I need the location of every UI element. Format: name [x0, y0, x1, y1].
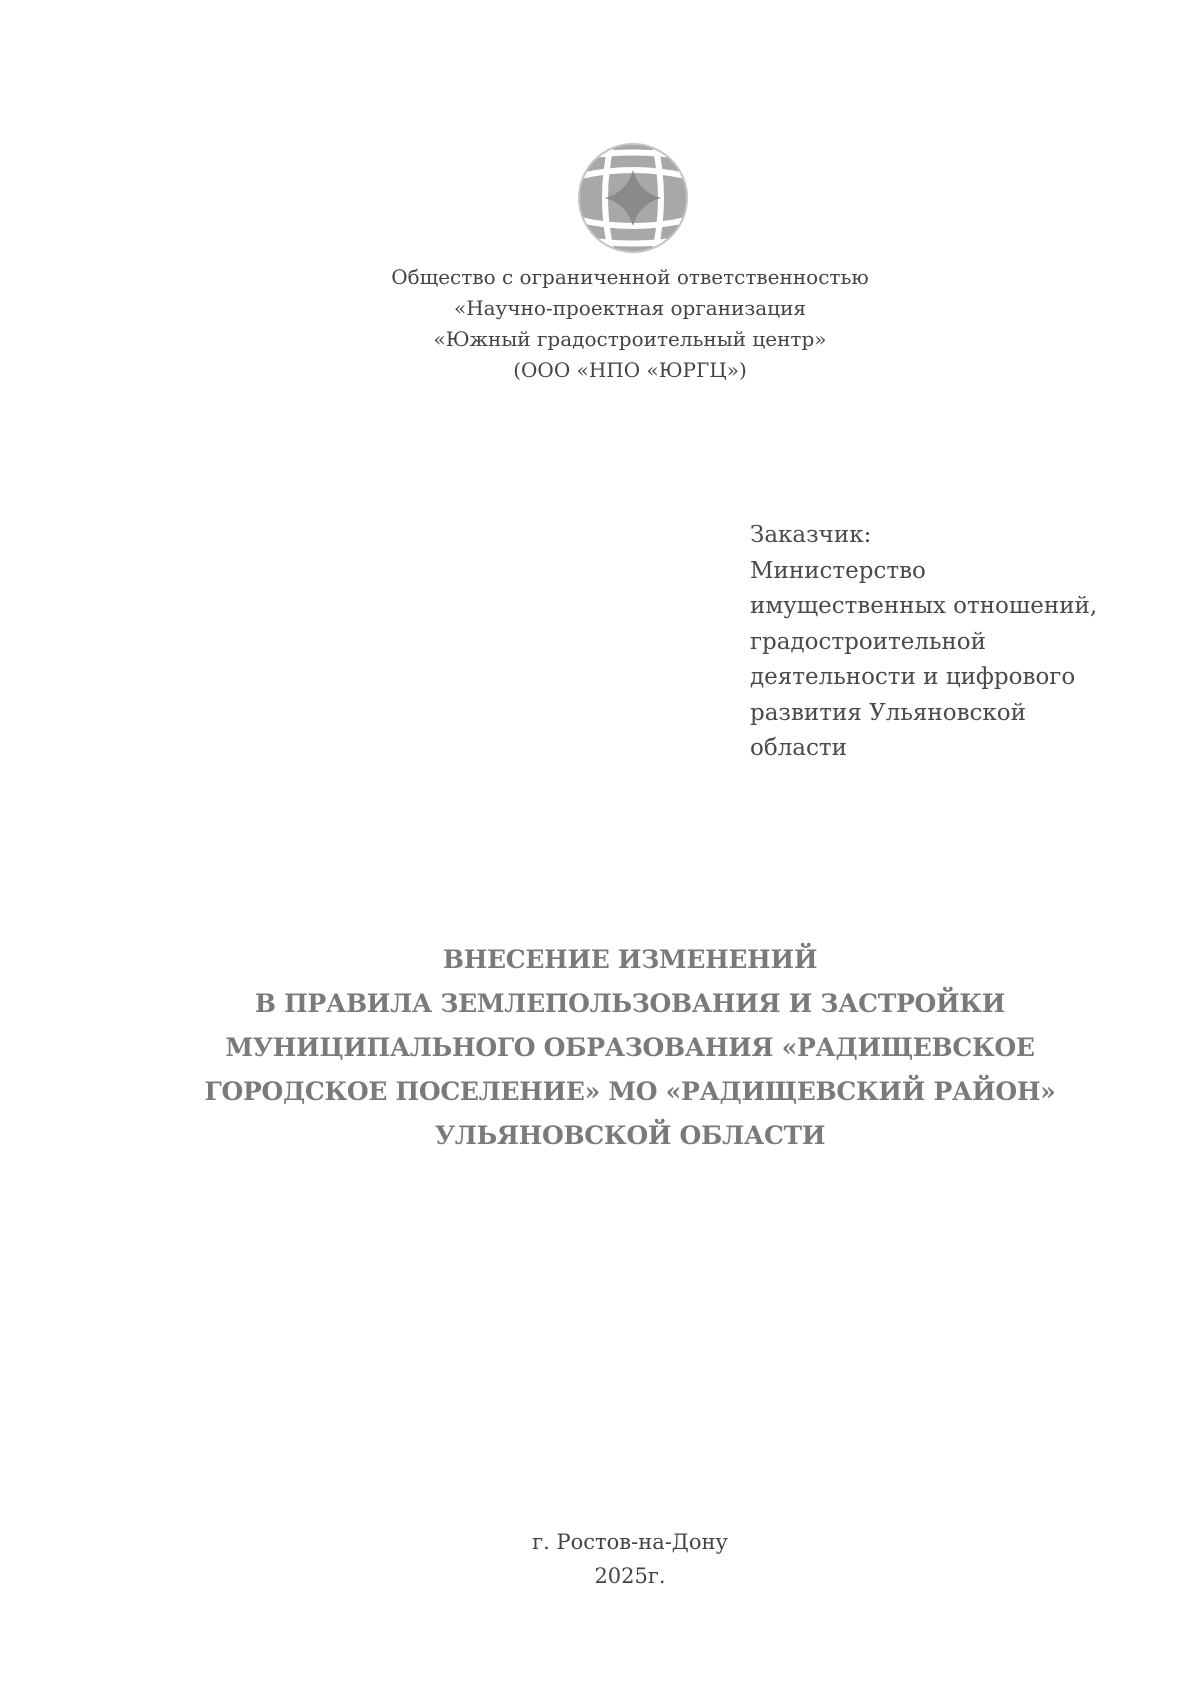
footer-block — [430, 1525, 830, 1593]
organization-line: «Научно-проектная организация — [453, 296, 807, 320]
title-line: УЛЬЯНОВСКОЙ ОБЛАСТИ — [434, 1121, 826, 1150]
organization-line: Общество с ограниченной ответственностью — [391, 265, 869, 289]
customer-line: развития Ульяновской — [750, 699, 1026, 726]
customer-line: деятельности и цифрового — [750, 664, 1076, 690]
customer-label: Заказчик: — [750, 522, 872, 548]
footer-year: 2025г. — [594, 1564, 666, 1588]
title-line: ВНЕСЕНИЕ ИЗМЕНЕНИЙ — [442, 945, 818, 974]
customer-line: Министерство — [750, 557, 926, 584]
organization-line: (ООО «НПО «ЮРГЦ») — [513, 358, 747, 382]
organization-line: «Южный градостроительный центр» — [433, 327, 827, 351]
customer-block — [750, 518, 1170, 767]
title-line: В ПРАВИЛА ЗЕМЛЕПОЛЬЗОВАНИЯ И ЗАСТРОЙКИ — [254, 989, 1006, 1018]
title-line: МУНИЦИПАЛЬНОГО ОБРАЗОВАНИЯ «РАДИЩЕВСКОЕ — [225, 1033, 1035, 1062]
document-title — [150, 938, 1110, 1158]
title-line: ГОРОДСКОЕ ПОСЕЛЕНИЕ» МО «РАДИЩЕВСКИЙ РАЙОН» — [204, 1077, 1056, 1106]
company-logo-icon — [575, 140, 691, 256]
footer-city: г. Ростов-на-Дону — [532, 1530, 728, 1554]
customer-line: области — [750, 735, 847, 761]
customer-line: градостроительной — [750, 628, 986, 655]
organization-block — [300, 262, 960, 386]
customer-line: имущественных отношений, — [750, 593, 1098, 619]
company-logo-graphic — [575, 140, 691, 256]
